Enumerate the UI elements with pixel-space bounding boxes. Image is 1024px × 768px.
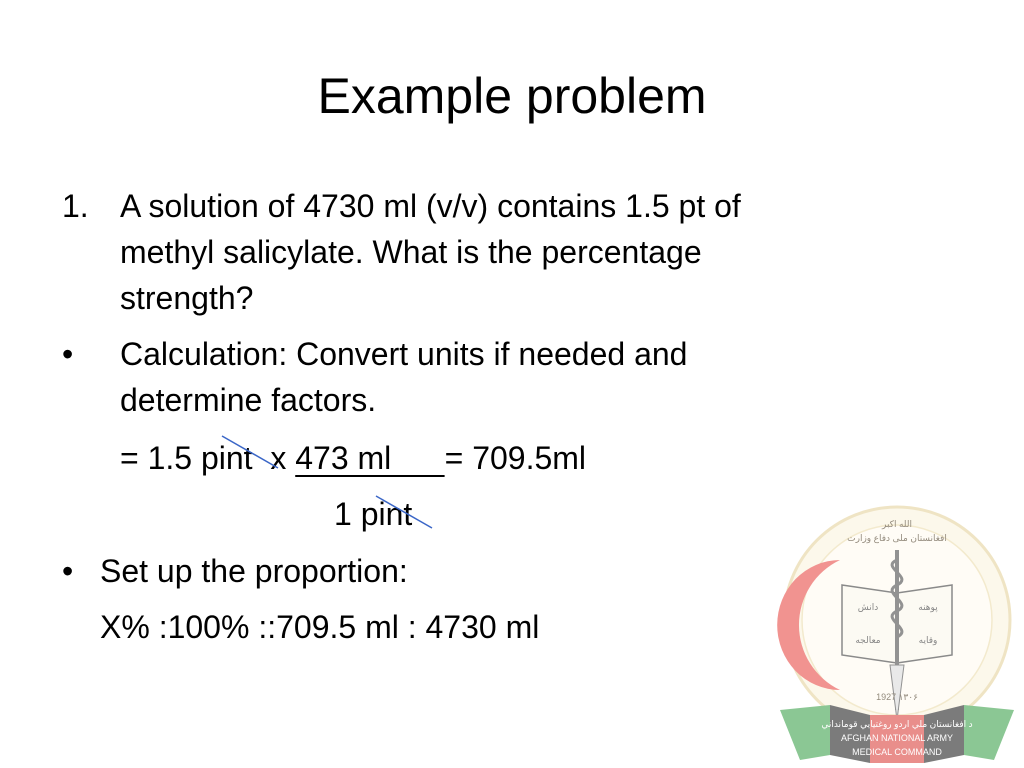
army-medical-command-logo [770, 505, 1024, 768]
proportion-heading: Set up the proportion: [100, 553, 408, 589]
calc-prefix: = 1.5 pint x [120, 440, 296, 476]
calc-numerator: 473 ml [295, 440, 445, 476]
logo-book-text: پوهنه [918, 602, 938, 612]
logo-bottom-text: د افغانستان ملي اردو روغتیايي قومانداني [821, 719, 973, 729]
ribbon-left [780, 705, 830, 760]
logo-bottom-text-en: AFGHAN NATIONAL ARMY [840, 733, 954, 743]
calculation-line-1: Calculation: Convert units if needed and [120, 336, 688, 372]
logo-book-text: وقایه [918, 635, 938, 645]
list-number: 1. [62, 188, 89, 224]
calculation-line-2: determine factors. [120, 382, 377, 418]
slide-title: Example problem [317, 68, 707, 124]
logo-year: 1927 ۱۳۰۶ [876, 692, 918, 702]
cancel-stroke-pint-top [218, 432, 282, 472]
proportion-equation: X% :100% ::709.5 ml : 4730 ml [100, 609, 540, 645]
ribbon-right [964, 705, 1014, 760]
cancel-stroke-pint-bottom [372, 492, 436, 532]
logo-top-text: الله اکبر [881, 519, 913, 529]
problem-line-1: A solution of 4730 ml (v/v) contains 1.5 pt of [120, 188, 741, 224]
calc-denominator: 1 pint [334, 496, 413, 532]
bullet: • [62, 336, 74, 372]
logo-top-text-2: افغانستان ملی دفاع وزارت [847, 533, 947, 543]
calc-equation [120, 435, 586, 481]
logo-bottom-text-en-2: MEDICAL COMMAND [852, 747, 942, 757]
problem-line-2: methyl salicylate. What is the percentage [120, 234, 702, 270]
bullet: • [62, 553, 74, 589]
logo-book-text: معالجه [855, 635, 881, 645]
logo-book-text: دانش [857, 602, 879, 612]
calc-result: = 709.5ml [444, 440, 587, 476]
problem-line-3: strength? [120, 280, 254, 316]
